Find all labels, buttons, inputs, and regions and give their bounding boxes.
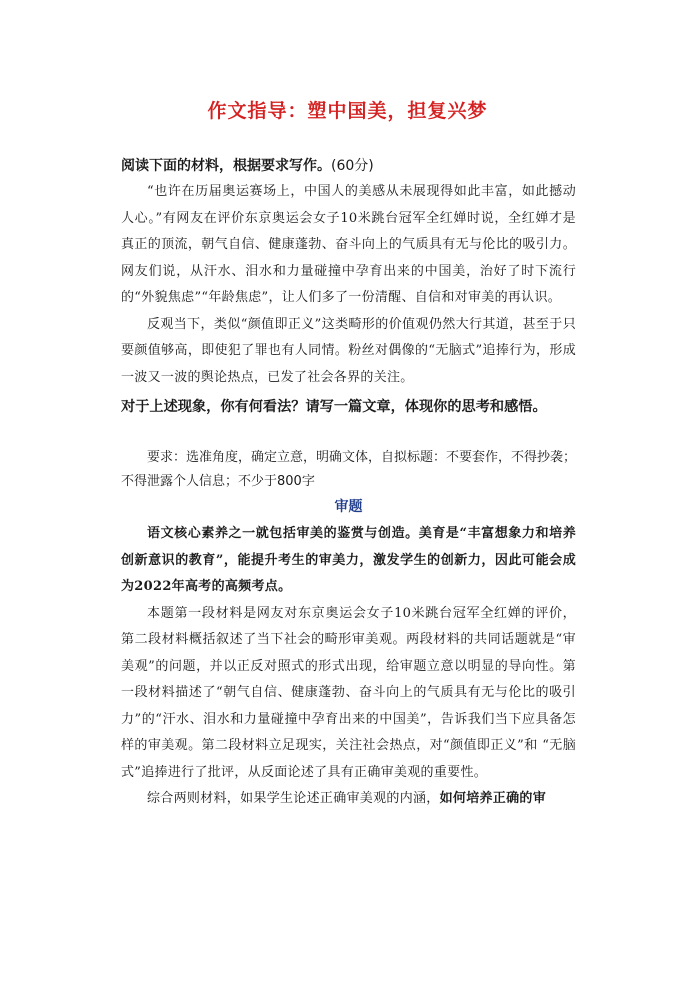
writing-requirement: 要求：选准角度，确定立意，明确文体，自拟标题：不要套作，不得抄袭；不得泄露个人信息；不少于800字: [121, 450, 577, 489]
analysis-paragraph-2-text: 综合两则材料，如果学生论述正确审美观的内涵，: [147, 791, 440, 806]
material-paragraph-2: 反观当下，类似“颜值即正义”这类畸形的价值观仍然大行其道，甚至于只要颜值够高，即使犯了罪也有人同情。粉丝对偶像的“无脑式”追捧行为，形成一波又一波的舆论热点，已发了社会各界的关注。: [121, 316, 576, 385]
analysis-intro: 语文核心素养之一就包括审美的鉴赏与创造。美育是“丰富想象力和培养创新意识的教育”，能提升考生的审美力，激发学生的创新力，因此可能会成为2022年高考的高频考点。: [121, 526, 576, 594]
material-paragraph-1: “也许在历届奥运赛场上，中国人的美感从未展现得如此丰富，如此撼动人心。”有网友在评价东京奥运会女子10米跳台冠军全红婵时说，全红婵才是真正的顶流，朝气自信、健康蓬勃、奋斗向上的气质具有无与伦比的吸引力。网友们说，从汗水、泪水和力量碰撞中孕育出来的中国美，治好了时下流行的“外貌焦虑”“年龄焦虑”，让人们多了一份清醒、自信和对审美的再认识。: [121, 184, 576, 305]
analysis-paragraph-2: [121, 786, 576, 813]
writing-question: 对于上述现象，你有何看法？请写一篇文章，体现你的思考和感悟。: [121, 399, 547, 415]
analysis-paragraph-1: 本题第一段材料是网友对东京奥运会女子10米跳台冠军全红婵的评价，第二段材料概括叙述了当下社会的畸形审美观。两段材料的共同话题就是“审美观”的问题，并以正反对照式的形式出现，给审题立意以明显的导向性。第一段材料描述了“朝气自信、健康蓬勃、奋斗向上的气质具有无与伦比的吸引力”的“汗水、泪水和力量碰撞中孕育出来的中国美”，告诉我们当下应具备怎样的审美观。第二段材料立足现实，关注社会热点，对“颜值即正义”和 “无脑式”追捧进行了批评，从反面论述了具有正确审美观的重要性。: [121, 605, 576, 780]
analysis-paragraph-2-bold: 如何培养正确的审: [439, 791, 547, 806]
section-title-shenti: 审题: [334, 499, 363, 515]
page-title: 作文指导：塑中国美，担复兴梦: [207, 100, 488, 122]
prompt-heading: [121, 155, 576, 177]
prompt-heading-text: 阅读下面的材料，根据要求写作。: [121, 158, 331, 174]
prompt-score: (60分): [331, 158, 374, 174]
document-body: [121, 155, 576, 813]
